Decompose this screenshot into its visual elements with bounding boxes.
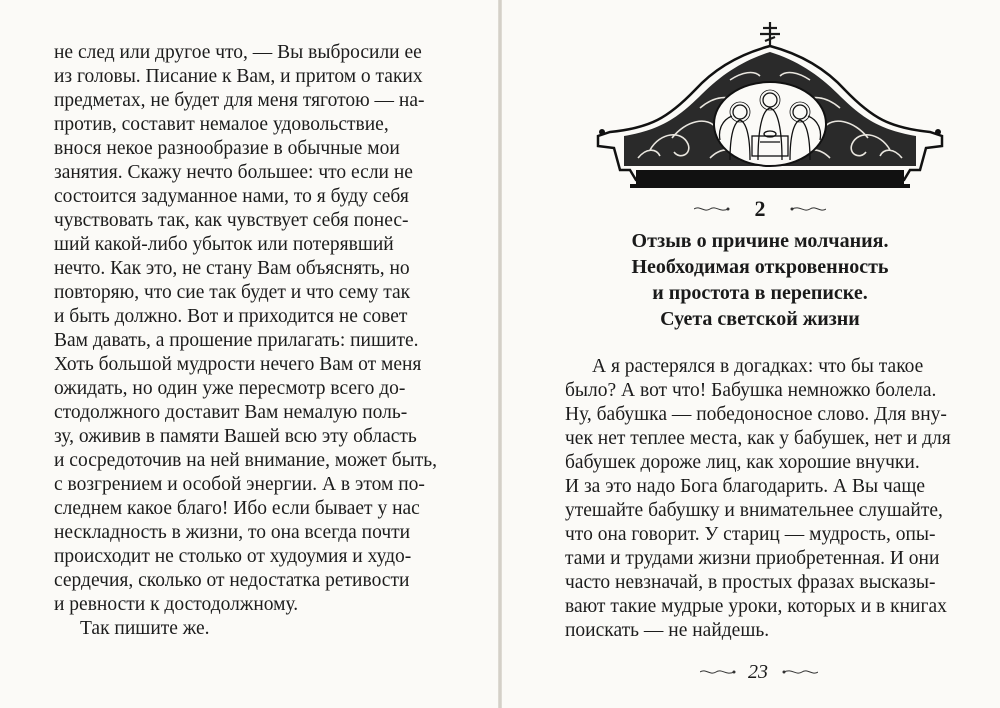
text-line: происходит не столько от худоумия и худо- [54, 546, 412, 567]
text-line: Ну, бабушка — победоносное слово. Для вну- [565, 404, 947, 425]
text-line: с возгрением и особой энергии. А в этом по- [54, 474, 425, 495]
text-line: ожидать, но один уже пересмотр всего до- [54, 378, 406, 399]
text-line: Хоть большой мудрости нечего Вам от меня [54, 354, 422, 375]
text-line: А я растерялся в догадках: что бы такое [592, 356, 924, 377]
text-line: сердечия, сколько от недостатка ретивости [54, 570, 410, 591]
chapter-title-line: Необходимая откровенность [631, 256, 889, 278]
text-line: и быть должно. Вот и приходится не совет [54, 306, 408, 327]
text-line: не след или другое что, — Вы выбросили ее [54, 42, 422, 63]
cross-icon [760, 22, 780, 46]
text-line: Вам давать, а прошение прилагать: пишите. [54, 330, 419, 351]
closing-line: Так пишите же. [80, 618, 210, 639]
text-line: ший какой-либо убыток или потерявший [54, 234, 394, 255]
chapter-number: 2 [754, 196, 766, 221]
flourish-right-icon [782, 667, 818, 677]
flourish-left-icon [694, 204, 730, 214]
chapter-title-line: Отзыв о причине молчания. [631, 230, 889, 252]
text-line: из головы. Писание к Вам, и притом о таких [54, 66, 423, 87]
text-line: утешайте бабушку и внимательнее слушайте, [565, 500, 943, 521]
text-line: часто невзначай, в простых фразах высказы- [565, 572, 936, 593]
text-line: И за это надо Бога благодарить. А Вы чаще [565, 476, 926, 497]
flourish-right-icon [790, 204, 826, 214]
text-line: и ревности к достодолжному. [54, 594, 299, 615]
flourish-left-icon [700, 667, 736, 677]
text-line: и сосредоточив на ней внимание, может быть, [54, 450, 438, 471]
chapter-title-line: и простота в переписке. [652, 282, 868, 304]
text-line: чек нет теплее места, как у бабушек, нет и для [565, 428, 951, 449]
text-line: следнем какое благо! Ибо если бывает у нас [54, 498, 420, 519]
text-line: вают такие мудрые уроки, которых и в книгах [565, 596, 947, 617]
text-line: нечто. Как это, не стану Вам объяснять, но [54, 258, 410, 279]
text-line: тами и трудами жизни приобретенная. И они [565, 548, 940, 569]
ornamental-headpiece [590, 20, 950, 192]
text-line: поискать — не найдешь. [565, 620, 770, 641]
page-number: 23 [748, 661, 768, 683]
text-line: зу, оживив в памяти Вашей всю эту область [54, 426, 417, 447]
text-line: что она говорит. У стариц — мудрость, опы- [565, 524, 936, 545]
text-line: повторяю, что сие так будет и что сему так [54, 282, 411, 303]
text-line: предметах, не будет для меня тяготою — на- [54, 90, 425, 111]
text-line: состоится задуманное нами, то я буду себя [54, 186, 409, 207]
text-line: против, составит немалое удовольствие, [54, 114, 389, 135]
text-line: было? А вот что! Бабушка немножко болела. [565, 380, 937, 401]
text-line: стодолжного доставит Вам немалую поль- [54, 402, 408, 423]
text-line: внося некое разнообразие в обычные мои [54, 138, 400, 159]
chapter-title-line: Суета светской жизни [660, 308, 860, 330]
text-line: занятия. Скажу нечто большее: что если не [54, 162, 413, 183]
text-line: бабушек дороже лиц, как хорошие внучки. [565, 452, 920, 473]
text-line: нескладность в жизни, то она всегда почти [54, 522, 411, 543]
text-line: чувствовать так, как чувствует себя понес- [54, 210, 409, 231]
